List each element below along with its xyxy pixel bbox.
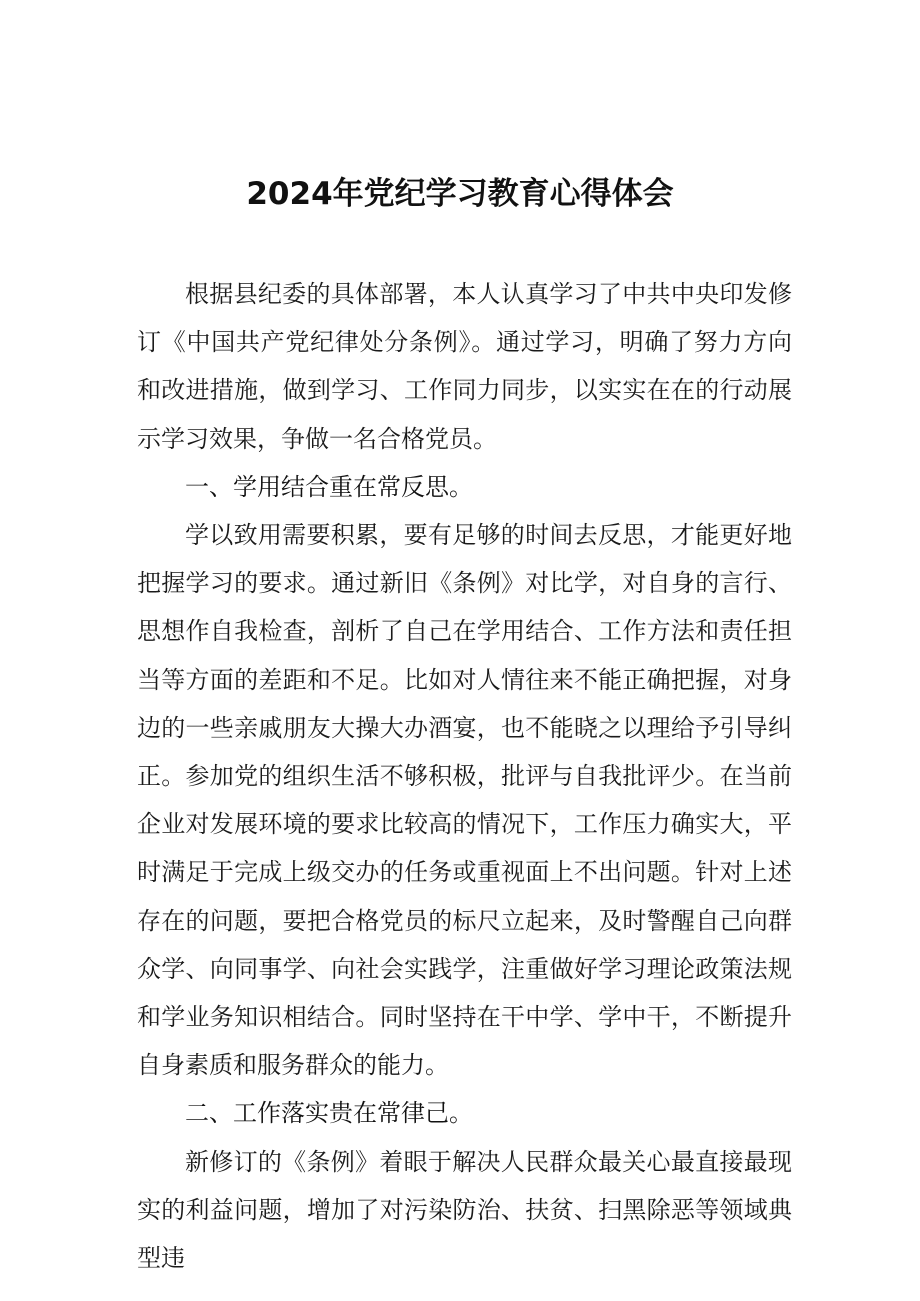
section-paragraph-1: 学以致用需要积累，要有足够的时间去反思，才能更好地把握学习的要求。通过新旧《条例》对比学，对自身的言行、思想作自我检查，剖析了自己在学用结合、工作方法和责任担当等方面的差距和不足。比如对人情往来不能正确把握，对身边的一些亲戚朋友大操大办酒宴，也不能晓之以理给予引导纠正。参加党的组织生活不够积极，批评与自我批评少。在当前企业对发展环境的要求比较高的情况下，工作压力确实大，平时满足于完成上级交办的任务或重视面上不出问题。针对上述存在的问题，要把合格党员的标尺立起来，及时警醒自己向群众学、向同事学、向社会实践学，注重做好学习理论政策法规和学业务知识相结合。同时坚持在干中学、学中干，不断提升自身素质和服务群众的能力。 bbox=[137, 521, 792, 1080]
intro-paragraph: 根据县纪委的具体部署，本人认真学习了中共中央印发修订《中国共产党纪律处分条例》。通过学习，明确了努力方向和改进措施，做到学习、工作同力同步，以实实在在的行动展示学习效果，争做一名合格党员。 bbox=[137, 280, 792, 453]
section-heading-1: 一、学用结合重在常反思。 bbox=[185, 472, 473, 501]
document-title: 2024年党纪学习教育心得体会 bbox=[246, 176, 674, 212]
document-body bbox=[137, 270, 792, 1282]
section-heading-2: 二、工作落实贵在常律己。 bbox=[185, 1099, 473, 1128]
section-paragraph-2: 新修订的《条例》着眼于解决人民群众最关心最直接最现实的利益问题，增加了对污染防治、扶贫、扫黑除恶等领域典型违 bbox=[137, 1147, 792, 1273]
